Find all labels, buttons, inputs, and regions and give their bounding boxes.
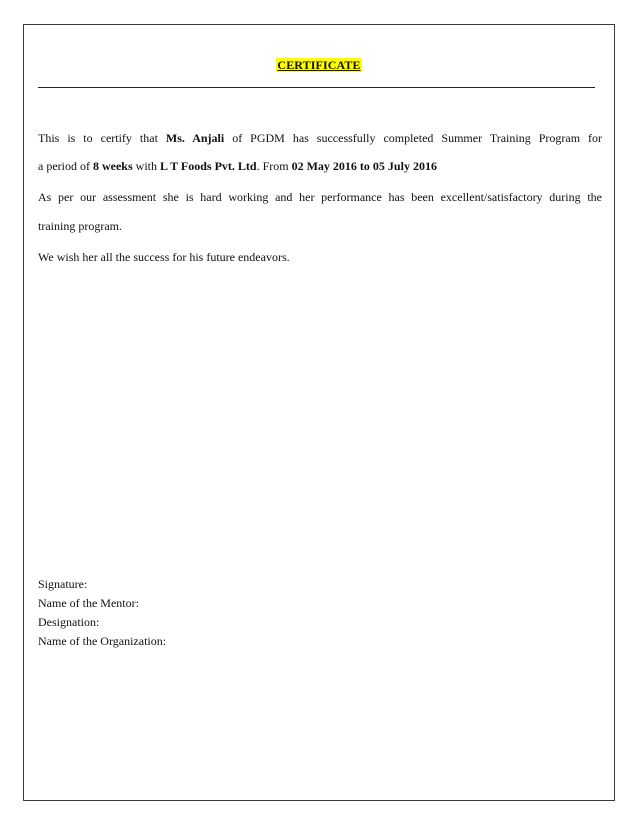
- paragraph2-line2: training program.: [38, 219, 122, 233]
- signature-label: Signature:: [38, 577, 88, 591]
- training-duration: 8 weeks: [92, 159, 133, 173]
- student-name: Ms. Anjali: [165, 131, 225, 145]
- p1-text-e: . From: [256, 159, 292, 173]
- paragraph1-line1: [38, 131, 602, 145]
- mentor-name-label: Name of the Mentor:: [38, 596, 139, 610]
- company-name: L T Foods Pvt. Ltd: [160, 159, 257, 173]
- title-underline-rule: [38, 87, 595, 88]
- designation-label: Designation:: [38, 615, 100, 629]
- p1-text-a: This is to certify that: [38, 131, 166, 145]
- title-container: [0, 56, 638, 74]
- paragraph2-line1: As per our assessment she is hard working and her performance has been excellent/satisfactory during the: [38, 190, 602, 204]
- organization-label: Name of the Organization:: [38, 634, 167, 648]
- paragraph1-line2: [38, 159, 437, 173]
- p1-text-d: with: [132, 159, 160, 173]
- p1-text-c: a period of: [38, 159, 93, 173]
- training-dates: 02 May 2016 to 05 July 2016: [291, 159, 437, 173]
- paragraph3: We wish her all the success for his future endeavors.: [38, 250, 290, 264]
- certificate-title: CERTIFICATE: [277, 58, 361, 72]
- p1-text-b: of PGDM has successfully completed Summer Training Program for: [224, 131, 603, 145]
